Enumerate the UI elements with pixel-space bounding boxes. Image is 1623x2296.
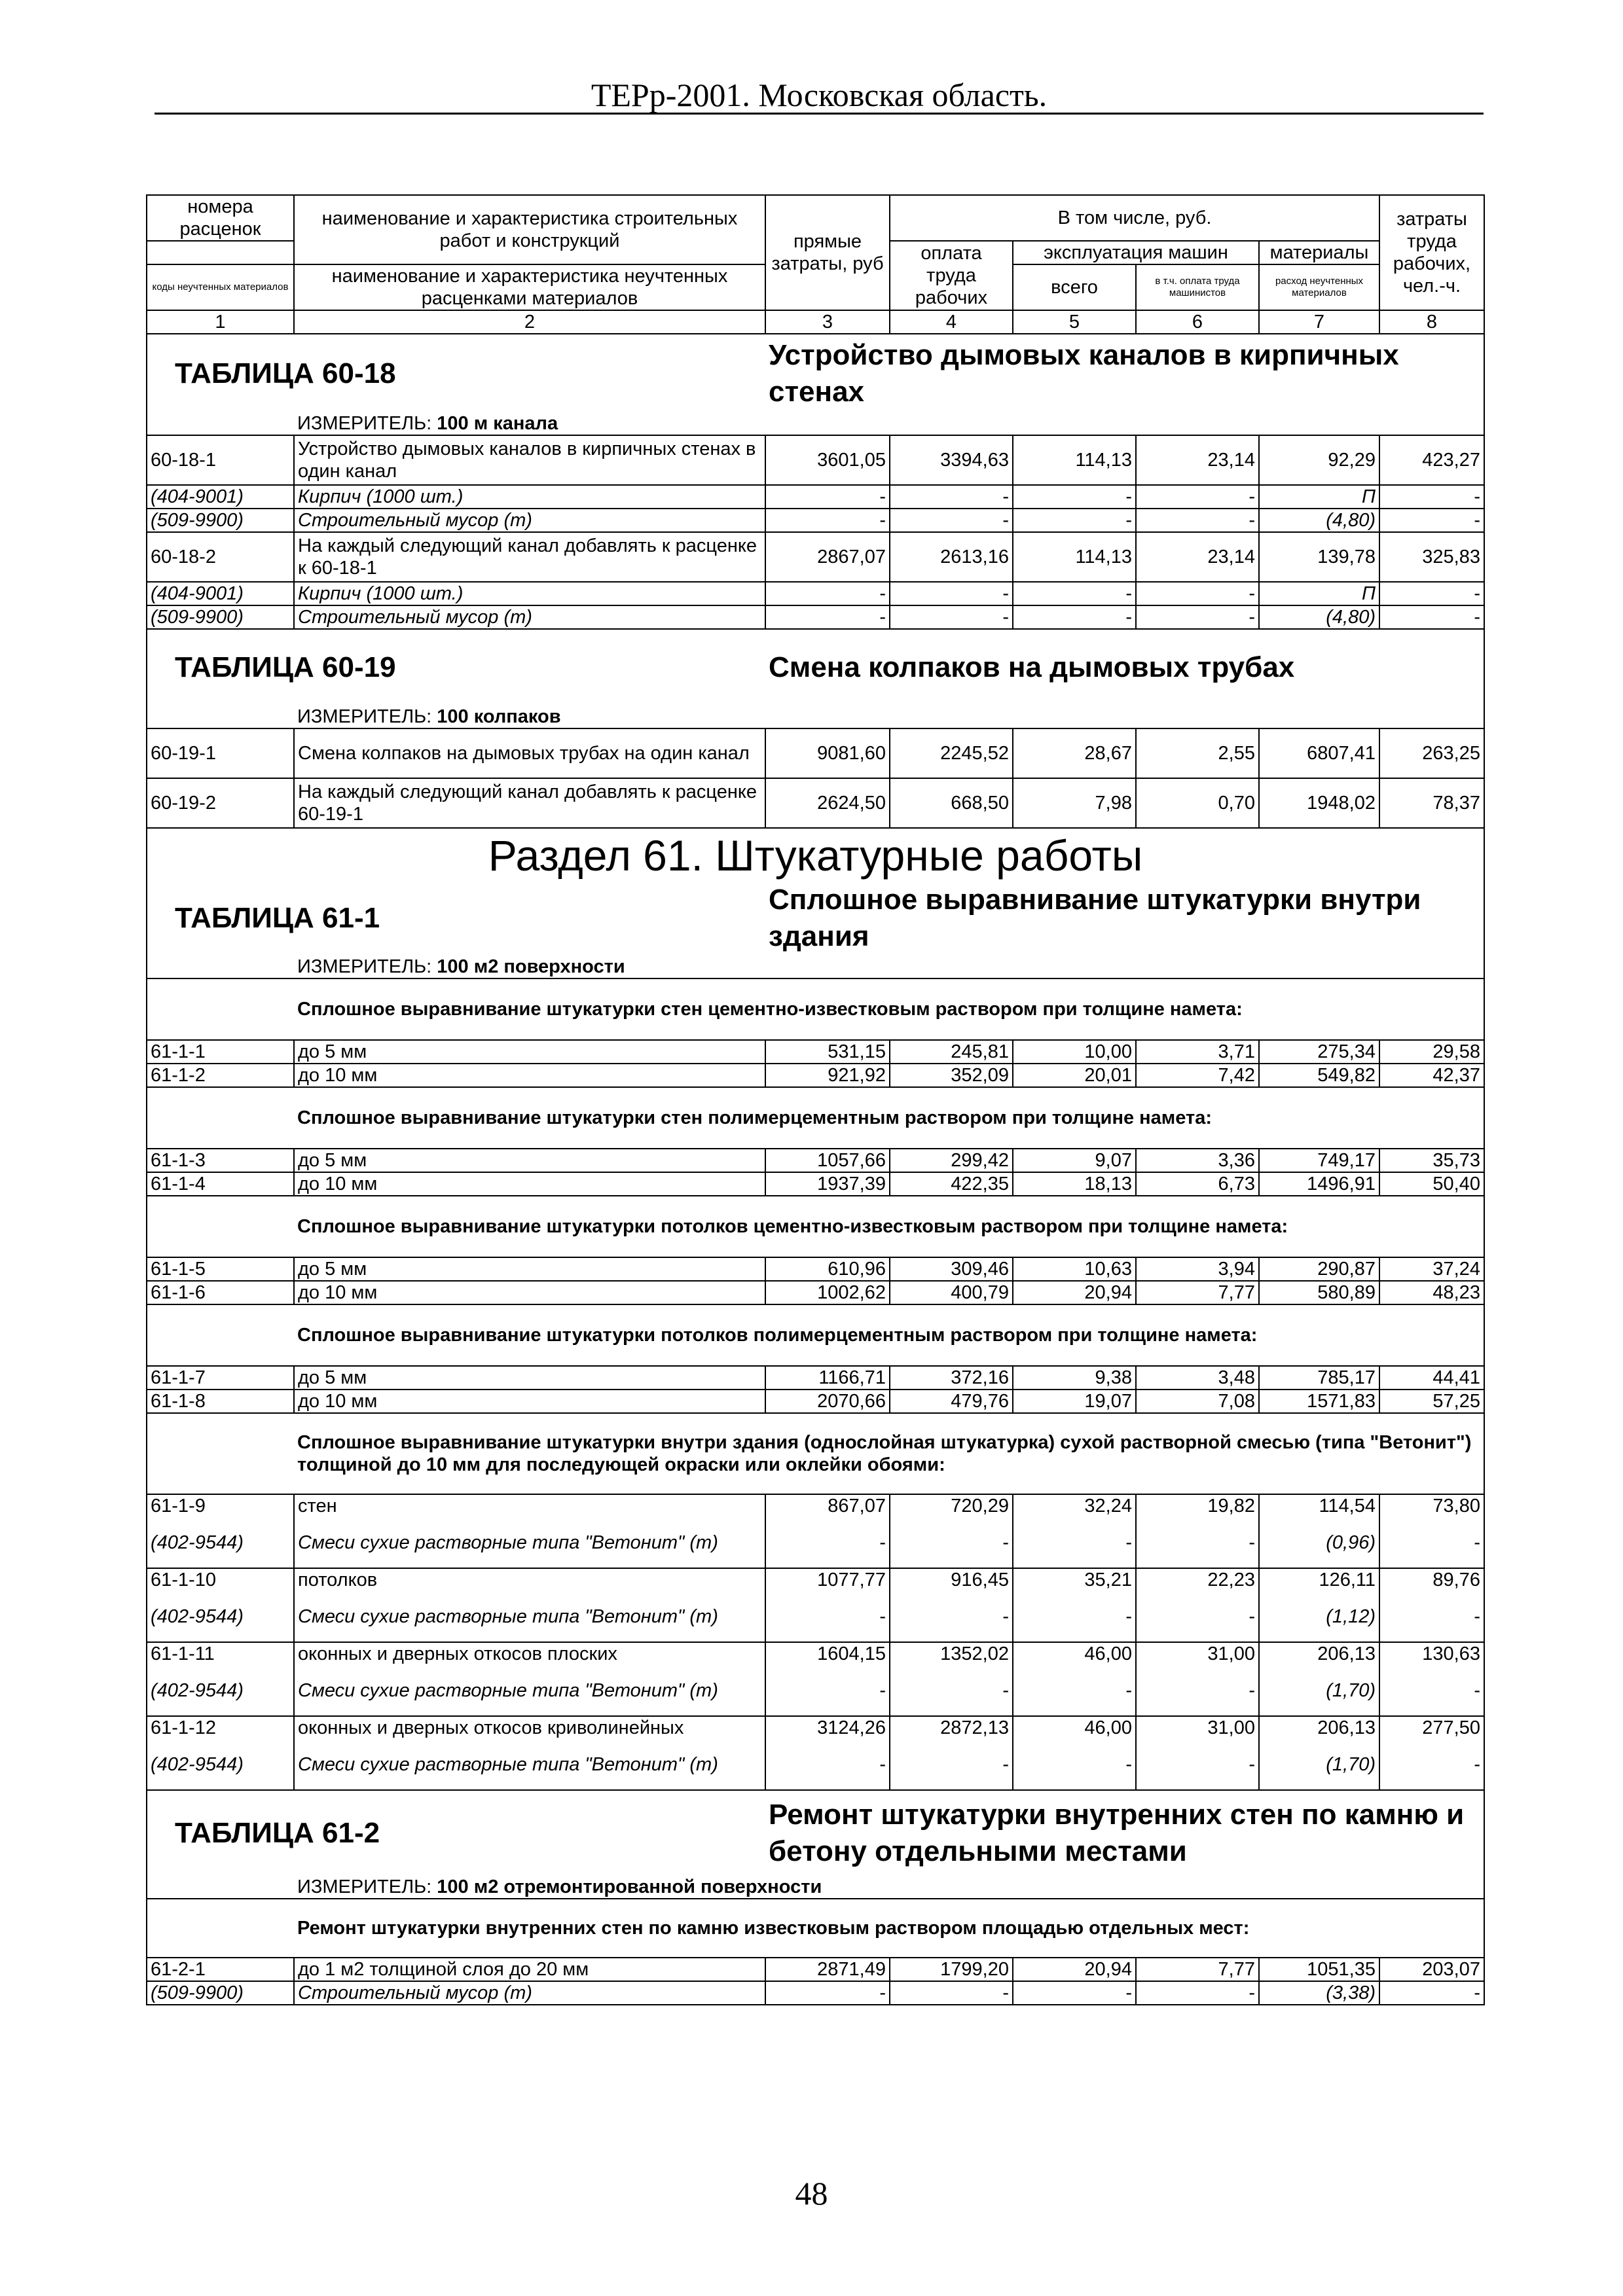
work-name: до 1 м2 толщиной слоя до 20 мм <box>294 1958 765 1981</box>
value-cell: 1002,62 <box>765 1281 890 1304</box>
measure-unit <box>294 705 1484 728</box>
table-title: Ремонт штукатурки внутренних стен по камню и бетону отдельными местами <box>765 1790 1484 1875</box>
work-name: оконных и дверных откосов плоских <box>294 1642 765 1665</box>
value-cell: 422,35 <box>890 1172 1013 1196</box>
rate-code: (509-9900) <box>147 1981 294 2005</box>
work-name: до 10 мм <box>294 1390 765 1413</box>
value-cell: 1077,77 <box>765 1568 890 1591</box>
material-row <box>147 1665 1484 1716</box>
value-cell: 42,37 <box>1379 1064 1484 1087</box>
value-cell: 19,82 <box>1136 1494 1259 1517</box>
rate-code: 61-1-11 <box>147 1642 294 1665</box>
value-cell: (1,70) <box>1259 1665 1379 1716</box>
value-cell: 10,00 <box>1013 1040 1136 1064</box>
value-cell: - <box>890 1665 1013 1716</box>
value-cell: 3,48 <box>1136 1366 1259 1390</box>
value-cell: 372,16 <box>890 1366 1013 1390</box>
value-cell: 48,23 <box>1379 1281 1484 1304</box>
header-operators-wages: в т.ч. оплата труда машинистов <box>1136 264 1259 310</box>
value-cell: (3,38) <box>1259 1981 1379 2005</box>
value-cell: 1937,39 <box>765 1172 890 1196</box>
value-cell: 916,45 <box>890 1568 1013 1591</box>
rate-code: 60-18-1 <box>147 435 294 485</box>
value-cell: 6,73 <box>1136 1172 1259 1196</box>
value-cell: 3394,63 <box>890 435 1013 485</box>
value-cell: 749,17 <box>1259 1149 1379 1172</box>
value-cell: 867,07 <box>765 1494 890 1517</box>
measure-value: 100 м2 отремонтированной поверхности <box>437 1876 822 1897</box>
value-cell: 114,13 <box>1013 435 1136 485</box>
group-title: Сплошное выравнивание штукатурки потолков цементно-известковым раствором при толщине намета: <box>294 1196 1484 1257</box>
table-row <box>147 509 1484 532</box>
table-row <box>147 1981 1484 2005</box>
value-cell: 2,55 <box>1136 728 1259 778</box>
measure-label: ИЗМЕРИТЕЛЬ: <box>297 956 432 977</box>
table-title: Устройство дымовых каналов в кирпичных стенах <box>765 334 1484 412</box>
rate-code: (404-9001) <box>147 485 294 509</box>
work-name: до 5 мм <box>294 1366 765 1390</box>
value-cell: 309,46 <box>890 1257 1013 1281</box>
table-row <box>147 1366 1484 1390</box>
value-cell: - <box>1136 1981 1259 2005</box>
table-id: ТАБЛИЦА 61-1 <box>147 882 765 955</box>
value-cell: - <box>765 509 890 532</box>
work-name: стен <box>294 1494 765 1517</box>
group-title: Сплошное выравнивание штукатурки стен цементно-известковым раствором при толщине намета: <box>294 978 1484 1040</box>
table-row <box>147 1149 1484 1172</box>
work-name: до 10 мм <box>294 1281 765 1304</box>
header-group: В том числе, руб. <box>890 195 1379 241</box>
material-code: (402-9544) <box>147 1665 294 1716</box>
value-cell: - <box>765 1665 890 1716</box>
value-cell: - <box>890 485 1013 509</box>
value-cell: 580,89 <box>1259 1281 1379 1304</box>
rate-code: 60-18-2 <box>147 532 294 582</box>
work-name: Кирпич (1000 шт.) <box>294 582 765 605</box>
rate-code: 61-1-8 <box>147 1390 294 1413</box>
header-material-codes: коды неучтенных материалов <box>147 264 294 310</box>
value-cell: - <box>1013 509 1136 532</box>
measure-value: 100 м канала <box>437 413 558 434</box>
value-cell: 46,00 <box>1013 1642 1136 1665</box>
table-id: ТАБЛИЦА 60-18 <box>147 334 765 412</box>
table-row <box>147 582 1484 605</box>
rate-code: 61-2-1 <box>147 1958 294 1981</box>
value-cell: 7,77 <box>1136 1958 1259 1981</box>
value-cell: 20,94 <box>1013 1958 1136 1981</box>
table-row <box>147 485 1484 509</box>
value-cell: (4,80) <box>1259 605 1379 629</box>
running-head: ТЕРр-2001. Московская область. <box>591 77 1048 113</box>
value-cell: 3601,05 <box>765 435 890 485</box>
value-cell: 23,14 <box>1136 532 1259 582</box>
value-cell: - <box>765 1981 890 2005</box>
header-wages: оплата труда рабочих <box>890 241 1013 310</box>
work-name: Устройство дымовых каналов в кирпичных стенах в один канал <box>294 435 765 485</box>
value-cell: П <box>1259 582 1379 605</box>
value-cell: 18,13 <box>1013 1172 1136 1196</box>
column-number: 4 <box>890 310 1013 334</box>
page-number: 48 <box>795 2175 828 2212</box>
rate-code: 61-1-12 <box>147 1716 294 1739</box>
header-name: наименование и характеристика строительных работ и конструкций <box>294 195 765 264</box>
value-cell: - <box>1379 485 1484 509</box>
header-direct: прямые затраты, руб <box>765 195 890 310</box>
measure-unit <box>294 412 1484 435</box>
value-cell: 1051,35 <box>1259 1958 1379 1981</box>
value-cell: (4,80) <box>1259 509 1379 532</box>
column-number: 5 <box>1013 310 1136 334</box>
material-row <box>147 1591 1484 1642</box>
value-cell: - <box>765 485 890 509</box>
column-number: 7 <box>1259 310 1379 334</box>
value-cell: - <box>1013 1981 1136 2005</box>
value-cell: 31,00 <box>1136 1642 1259 1665</box>
value-cell: - <box>890 1591 1013 1642</box>
work-name: до 10 мм <box>294 1172 765 1196</box>
rates-table <box>146 194 1485 2005</box>
rate-code: 60-19-1 <box>147 728 294 778</box>
value-cell: 668,50 <box>890 778 1013 828</box>
value-cell: 203,07 <box>1379 1958 1484 1981</box>
header-materials: материалы <box>1259 241 1379 264</box>
table-row <box>147 1281 1484 1304</box>
table-id: ТАБЛИЦА 60-19 <box>147 629 765 705</box>
work-name: Смена колпаков на дымовых трубах на один канал <box>294 728 765 778</box>
value-cell: 921,92 <box>765 1064 890 1087</box>
value-cell: 6807,41 <box>1259 728 1379 778</box>
header-machines: эксплуатация машин <box>1013 241 1259 264</box>
value-cell: - <box>890 509 1013 532</box>
value-cell: - <box>1379 1517 1484 1568</box>
value-cell: 531,15 <box>765 1040 890 1064</box>
value-cell: 19,07 <box>1013 1390 1136 1413</box>
header-material-usage: расход неучтенных материалов <box>1259 264 1379 310</box>
value-cell: П <box>1259 485 1379 509</box>
measure-unit <box>294 955 1484 978</box>
value-cell: 7,77 <box>1136 1281 1259 1304</box>
value-cell: - <box>890 582 1013 605</box>
rate-code: 61-1-10 <box>147 1568 294 1591</box>
value-cell: 22,23 <box>1136 1568 1259 1591</box>
rate-code: 61-1-7 <box>147 1366 294 1390</box>
table-row <box>147 605 1484 629</box>
table-title: Смена колпаков на дымовых трубах <box>765 629 1484 705</box>
rate-code: (509-9900) <box>147 509 294 532</box>
column-number: 6 <box>1136 310 1259 334</box>
work-name: оконных и дверных откосов криволинейных <box>294 1716 765 1739</box>
value-cell: 78,37 <box>1379 778 1484 828</box>
rate-code: 61-1-5 <box>147 1257 294 1281</box>
value-cell: - <box>1013 1591 1136 1642</box>
value-cell: - <box>765 1517 890 1568</box>
value-cell: 7,98 <box>1013 778 1136 828</box>
value-cell: 610,96 <box>765 1257 890 1281</box>
work-name: потолков <box>294 1568 765 1591</box>
material-code: (402-9544) <box>147 1591 294 1642</box>
value-cell: 785,17 <box>1259 1366 1379 1390</box>
material-code: (402-9544) <box>147 1739 294 1790</box>
value-cell: 352,09 <box>890 1064 1013 1087</box>
rate-code: 61-1-4 <box>147 1172 294 1196</box>
column-number: 1 <box>147 310 294 334</box>
value-cell: 29,58 <box>1379 1040 1484 1064</box>
rate-code: 61-1-9 <box>147 1494 294 1517</box>
value-cell: - <box>890 1739 1013 1790</box>
work-name: Строительный мусор (т) <box>294 509 765 532</box>
column-number: 8 <box>1379 310 1484 334</box>
value-cell: - <box>1013 1517 1136 1568</box>
rate-code: (509-9900) <box>147 605 294 629</box>
work-name: до 10 мм <box>294 1064 765 1087</box>
material-row <box>147 1517 1484 1568</box>
value-cell: - <box>1379 605 1484 629</box>
group-title: Сплошное выравнивание штукатурки потолков полимерцементным раствором при толщине намета: <box>294 1304 1484 1366</box>
header-material-names: наименование и характеристика неучтенных расценками материалов <box>294 264 765 310</box>
value-cell: 130,63 <box>1379 1642 1484 1665</box>
work-name: до 5 мм <box>294 1149 765 1172</box>
group-title: Ремонт штукатурки внутренних стен по камню известковым раствором площадью отдельных мест: <box>294 1899 1484 1958</box>
value-cell: 720,29 <box>890 1494 1013 1517</box>
table-row <box>147 728 1484 778</box>
value-cell: 2867,07 <box>765 532 890 582</box>
value-cell: 9,07 <box>1013 1149 1136 1172</box>
work-name: Кирпич (1000 шт.) <box>294 485 765 509</box>
value-cell: 44,41 <box>1379 1366 1484 1390</box>
value-cell: - <box>1013 485 1136 509</box>
value-cell: 57,25 <box>1379 1390 1484 1413</box>
table-row <box>147 1716 1484 1739</box>
value-cell: 275,34 <box>1259 1040 1379 1064</box>
measure-label: ИЗМЕРИТЕЛЬ: <box>297 1876 432 1897</box>
value-cell: - <box>1136 1665 1259 1716</box>
work-name: Строительный мусор (т) <box>294 1981 765 2005</box>
table-row <box>147 1040 1484 1064</box>
value-cell: - <box>1136 605 1259 629</box>
value-cell: 1571,83 <box>1259 1390 1379 1413</box>
value-cell: - <box>765 1591 890 1642</box>
value-cell: - <box>1136 1517 1259 1568</box>
header-code-2 <box>147 241 294 264</box>
value-cell: - <box>1136 485 1259 509</box>
value-cell: - <box>1013 605 1136 629</box>
value-cell: (0,96) <box>1259 1517 1379 1568</box>
value-cell: 31,00 <box>1136 1716 1259 1739</box>
value-cell: - <box>890 1517 1013 1568</box>
work-name: до 5 мм <box>294 1257 765 1281</box>
value-cell: 2624,50 <box>765 778 890 828</box>
value-cell: - <box>765 1739 890 1790</box>
rate-code: (404-9001) <box>147 582 294 605</box>
table-row <box>147 1568 1484 1591</box>
header-rule <box>155 113 1484 115</box>
measure-unit <box>294 1875 1484 1899</box>
material-name: Смеси сухие растворные типа "Ветонит" (т) <box>294 1517 765 1568</box>
table-id: ТАБЛИЦА 61-2 <box>147 1790 765 1875</box>
value-cell: 400,79 <box>890 1281 1013 1304</box>
value-cell: 73,80 <box>1379 1494 1484 1517</box>
measure-value: 100 колпаков <box>437 706 561 727</box>
value-cell: 35,21 <box>1013 1568 1136 1591</box>
value-cell: 9,38 <box>1013 1366 1136 1390</box>
value-cell: - <box>1379 1665 1484 1716</box>
value-cell: 7,42 <box>1136 1064 1259 1087</box>
value-cell: 479,76 <box>890 1390 1013 1413</box>
rate-code: 61-1-1 <box>147 1040 294 1064</box>
value-cell: 263,25 <box>1379 728 1484 778</box>
value-cell: 7,08 <box>1136 1390 1259 1413</box>
value-cell: 245,81 <box>890 1040 1013 1064</box>
table-row <box>147 1494 1484 1517</box>
group-title: Сплошное выравнивание штукатурки внутри здания (однослойная штукатурка) сухой растворной смесью (типа "Ветонит") толщиной до 10 мм для последующей окраски или оклейки обоями: <box>294 1413 1484 1494</box>
value-cell: 1799,20 <box>890 1958 1013 1981</box>
rate-code: 61-1-2 <box>147 1064 294 1087</box>
value-cell: 23,14 <box>1136 435 1259 485</box>
value-cell: 46,00 <box>1013 1716 1136 1739</box>
material-name: Смеси сухие растворные типа "Ветонит" (т) <box>294 1591 765 1642</box>
table-row <box>147 1958 1484 1981</box>
table-row <box>147 532 1484 582</box>
value-cell: - <box>1136 509 1259 532</box>
rate-code: 60-19-2 <box>147 778 294 828</box>
value-cell: 1496,91 <box>1259 1172 1379 1196</box>
value-cell: 89,76 <box>1379 1568 1484 1591</box>
material-row <box>147 1739 1484 1790</box>
measure-value: 100 м2 поверхности <box>437 956 625 977</box>
header-code: номера расценок <box>147 195 294 241</box>
value-cell: 50,40 <box>1379 1172 1484 1196</box>
material-code: (402-9544) <box>147 1517 294 1568</box>
value-cell: 37,24 <box>1379 1257 1484 1281</box>
work-name: Строительный мусор (т) <box>294 605 765 629</box>
value-cell: 10,63 <box>1013 1257 1136 1281</box>
value-cell: - <box>890 1981 1013 2005</box>
value-cell: 114,54 <box>1259 1494 1379 1517</box>
value-cell: - <box>765 582 890 605</box>
value-cell: 206,13 <box>1259 1642 1379 1665</box>
value-cell: 92,29 <box>1259 435 1379 485</box>
work-name: На каждый следующий канал добавлять к расценке к 60-18-1 <box>294 532 765 582</box>
value-cell: 290,87 <box>1259 1257 1379 1281</box>
measure-label: ИЗМЕРИТЕЛЬ: <box>297 706 432 727</box>
value-cell: 2871,49 <box>765 1958 890 1981</box>
table-title: Сплошное выравнивание штукатурки внутри здания <box>765 882 1484 955</box>
value-cell: - <box>765 605 890 629</box>
column-number: 2 <box>294 310 765 334</box>
value-cell: - <box>1136 582 1259 605</box>
table-row <box>147 435 1484 485</box>
table-row <box>147 1257 1484 1281</box>
value-cell: 114,13 <box>1013 532 1136 582</box>
value-cell: 549,82 <box>1259 1064 1379 1087</box>
column-number: 3 <box>765 310 890 334</box>
header-machines-total: всего <box>1013 264 1136 310</box>
measure-label: ИЗМЕРИТЕЛЬ: <box>297 413 432 434</box>
group-title: Сплошное выравнивание штукатурки стен полимерцементным раствором при толщине намета: <box>294 1087 1484 1149</box>
value-cell: 32,24 <box>1013 1494 1136 1517</box>
value-cell: 35,73 <box>1379 1149 1484 1172</box>
value-cell: 9081,60 <box>765 728 890 778</box>
table-row <box>147 778 1484 828</box>
value-cell: 139,78 <box>1259 532 1379 582</box>
value-cell: - <box>1379 582 1484 605</box>
value-cell: 423,27 <box>1379 435 1484 485</box>
value-cell: (1,12) <box>1259 1591 1379 1642</box>
value-cell: 3,36 <box>1136 1149 1259 1172</box>
table-row <box>147 1642 1484 1665</box>
value-cell: 3124,26 <box>765 1716 890 1739</box>
value-cell: 1057,66 <box>765 1149 890 1172</box>
value-cell: 0,70 <box>1136 778 1259 828</box>
value-cell: 1948,02 <box>1259 778 1379 828</box>
value-cell: - <box>1379 509 1484 532</box>
value-cell: 3,94 <box>1136 1257 1259 1281</box>
material-name: Смеси сухие растворные типа "Ветонит" (т) <box>294 1665 765 1716</box>
value-cell: 2872,13 <box>890 1716 1013 1739</box>
rate-code: 61-1-6 <box>147 1281 294 1304</box>
value-cell: - <box>1013 1739 1136 1790</box>
value-cell: 20,94 <box>1013 1281 1136 1304</box>
value-cell: - <box>1136 1739 1259 1790</box>
value-cell: 206,13 <box>1259 1716 1379 1739</box>
value-cell: - <box>890 605 1013 629</box>
value-cell: 299,42 <box>890 1149 1013 1172</box>
rate-code: 61-1-3 <box>147 1149 294 1172</box>
value-cell: - <box>1136 1591 1259 1642</box>
value-cell: (1,70) <box>1259 1739 1379 1790</box>
table-row <box>147 1064 1484 1087</box>
value-cell: - <box>1013 1665 1136 1716</box>
value-cell: 1604,15 <box>765 1642 890 1665</box>
work-name: На каждый следующий канал добавлять к расценке 60-19-1 <box>294 778 765 828</box>
value-cell: 1352,02 <box>890 1642 1013 1665</box>
value-cell: 2613,16 <box>890 532 1013 582</box>
value-cell: 1166,71 <box>765 1366 890 1390</box>
value-cell: 277,50 <box>1379 1716 1484 1739</box>
value-cell: 3,71 <box>1136 1040 1259 1064</box>
table-row <box>147 1172 1484 1196</box>
material-name: Смеси сухие растворные типа "Ветонит" (т) <box>294 1739 765 1790</box>
value-cell: 2070,66 <box>765 1390 890 1413</box>
value-cell: - <box>1379 1591 1484 1642</box>
value-cell: 126,11 <box>1259 1568 1379 1591</box>
value-cell: 28,67 <box>1013 728 1136 778</box>
table-row <box>147 1390 1484 1413</box>
value-cell: 2245,52 <box>890 728 1013 778</box>
value-cell: - <box>1379 1739 1484 1790</box>
value-cell: - <box>1013 582 1136 605</box>
value-cell: 20,01 <box>1013 1064 1136 1087</box>
value-cell: - <box>1379 1981 1484 2005</box>
header-labor: затраты труда рабочих, чел.-ч. <box>1379 195 1484 310</box>
value-cell: 325,83 <box>1379 532 1484 582</box>
work-name: до 5 мм <box>294 1040 765 1064</box>
section-title: Раздел 61. Штукатурные работы <box>147 828 1484 882</box>
